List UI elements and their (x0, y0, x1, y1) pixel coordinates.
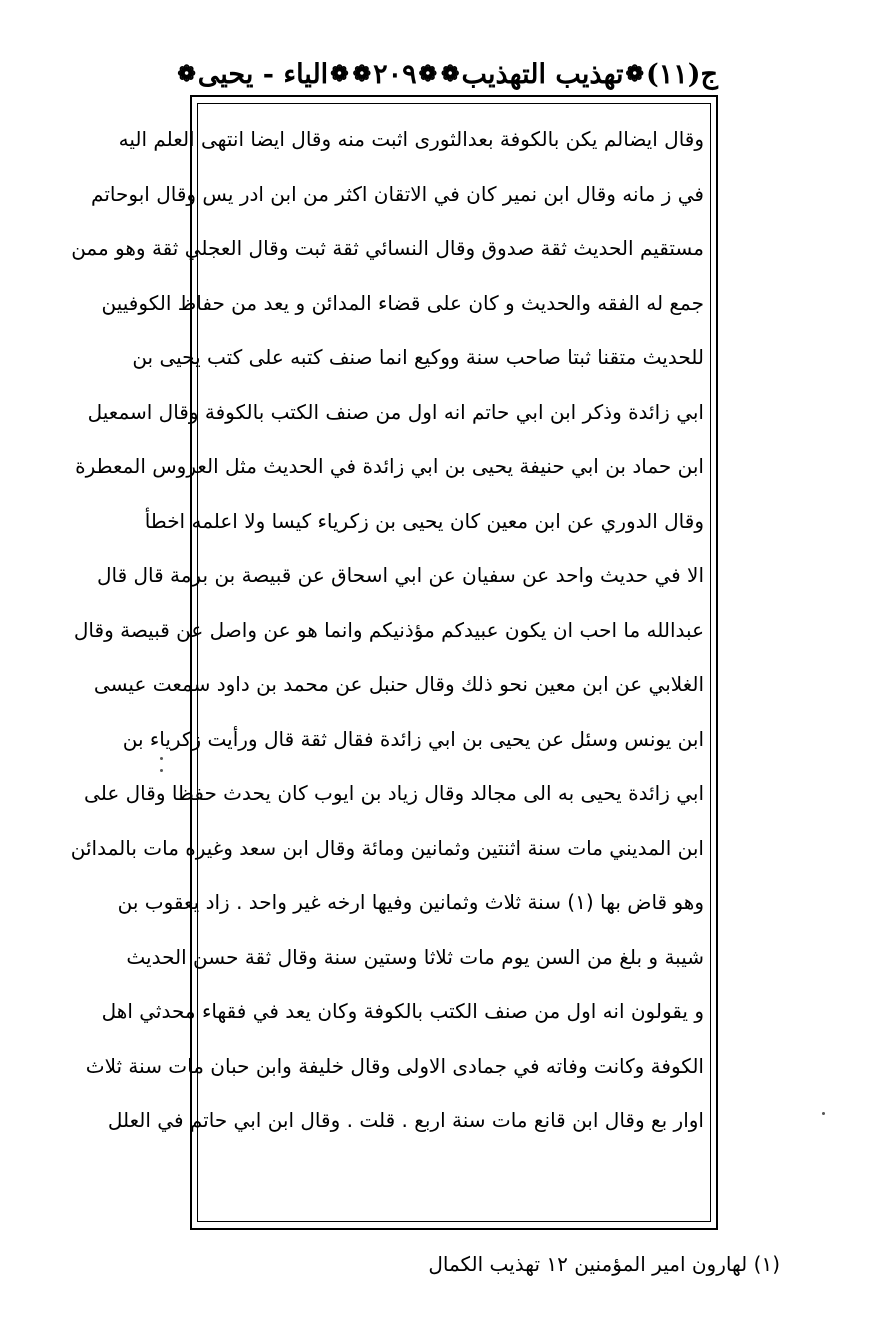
scan-speck (160, 757, 163, 760)
header-title-segment (439, 59, 624, 90)
text-line: الغلابي عن ابن معين نحو ذلك وقال حنبل عن محمد بن داود سمعت عيسى (93, 672, 704, 696)
text-line: ابي زائدة يحيى به الى مجالد وقال زياد بن ايوب كان يحدث حفظا وقال على (84, 781, 704, 805)
header-section-segment (175, 59, 350, 90)
text-line: الكوفة وكانت وفاته في جمادى الاولى وقال خليفة وابن حبان مات سنة ثلاث (85, 1053, 704, 1078)
ornament-icon: ❁ (418, 61, 438, 87)
text-line: ابي زائدة وذكر ابن ابي حاتم انه اول من صنف الكتب بالكوفة وقال اسمعيل (87, 399, 704, 424)
ornament-icon: ❁ (441, 61, 460, 87)
text-line: وهو قاض بها (١) سنة ثلاث وثمانين وفيها ارخه غير واحد . زاد يعقوب بن (117, 890, 704, 914)
text-line: وقال ايضالم يكن بالكوفة بعدالثورى اثبت منه وقال ايضا انتهى العلم اليه (118, 127, 704, 151)
text-line: شيبة و بلغ من السن يوم مات ثلاثا وستين سنة وقال ثقة حسن الحديث (126, 944, 704, 969)
main-text-block (70, 112, 704, 1148)
text-line: مستقيم الحديث ثقة صدوق وقال النسائي ثقة ثبت وقال العجلي ثقة وهو ممن (71, 236, 704, 260)
header-page-number: ٢٠٩ (373, 58, 417, 90)
ornament-icon: ❁ (625, 61, 644, 87)
header-section: الياء - يحيى (197, 58, 329, 90)
header-book-title: تهذيب التهذيب (461, 58, 624, 90)
text-line: ابن يونس وسئل عن يحيى بن ابي زائدة فقال ثقة قال ورأيت زكرياء بن (122, 726, 704, 751)
scan-speck (822, 1112, 825, 1115)
text-line: في ز مانه وقال ابن نمير كان في الاتقان اكثر من ابن ادر يس وقال ابوحاتم (91, 181, 704, 206)
text-line: عبدالله ما احب ان يكون عبيدكم مؤذنيكم وانما هو عن واصل عن قبيصة وقال (73, 617, 704, 642)
text-line: اوار بع وقال ابن قانع مات سنة اربع . قلت . وقال ابن ابي حاتم في العلل (107, 1108, 704, 1132)
text-line: للحديث متقنا ثبتا صاحب سنة ووكيع انما صنف كتبه على كتب يحيى بن (132, 345, 704, 369)
ornament-icon: ❁ (352, 61, 372, 87)
text-line: الا في حديث واحد عن سفيان عن ابي اسحاق عن قبيصة بن برمة قال قال (96, 563, 704, 587)
footnote: (١) لهارون امير المؤمنين ١٢ تهذيب الكمال (428, 1252, 780, 1276)
header-volume: ج(١١) (645, 58, 718, 90)
scan-speck (160, 769, 163, 772)
ornament-icon: ❁ (177, 61, 196, 87)
header-page-segment (351, 59, 439, 90)
text-line: ابن المديني مات سنة اثنتين وثمانين ومائة وقال ابن سعد وغيره مات بالمدائن (70, 835, 704, 860)
text-line: وقال الدوري عن ابن معين كان يحيى بن زكرياء كيسا ولا اعلمه اخطأ (144, 508, 704, 533)
header-volume-segment (624, 59, 718, 90)
ornament-icon: ❁ (330, 61, 349, 87)
text-line: ابن حماد بن ابي حنيفة يحيى بن ابي زائدة في الحديث مثل العروس المعطرة (75, 454, 704, 478)
running-header (177, 52, 718, 96)
text-line: و يقولون انه اول من صنف الكتب بالكوفة وكان يعد في فقهاء محدثي اهل (101, 999, 704, 1023)
text-line: جمع له الفقه والحديث و كان على قضاء المدائن و يعد من حفاظ الكوفيين (101, 290, 704, 315)
